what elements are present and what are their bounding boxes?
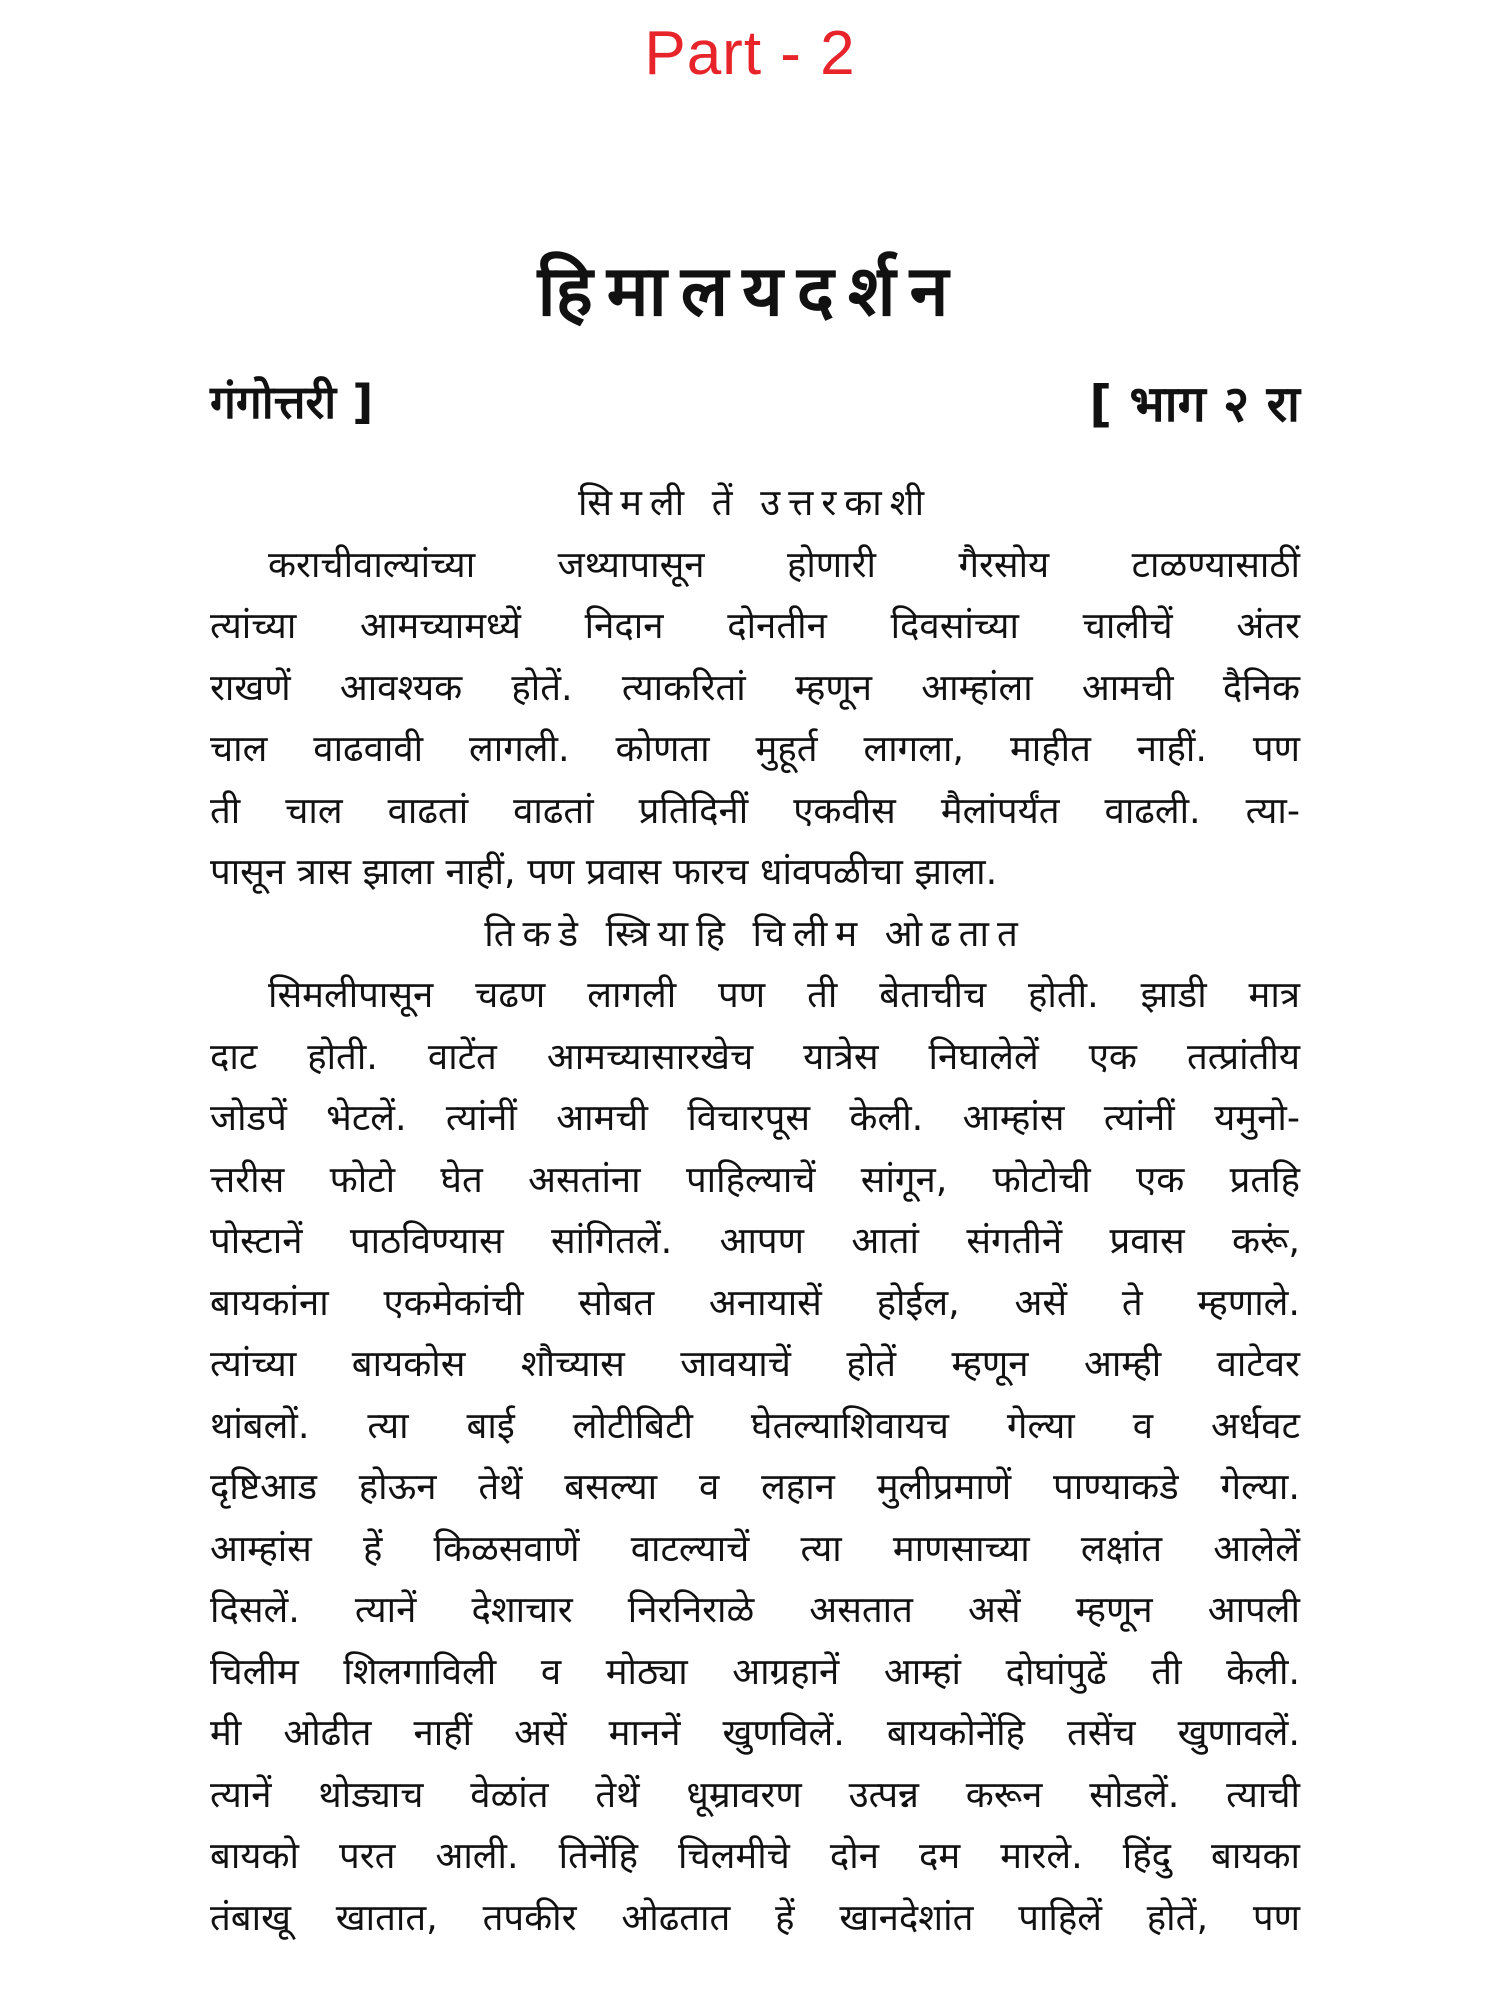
text-line: जोडपें भेटलें. त्यांनीं आमची विचारपूस केली. आम्हांस त्यांनीं यमुनो-: [210, 1096, 1300, 1139]
text-line: ती चाल वाढतां वाढतां प्रतिदिनीं एकवीस मैलांपर्यंत वाढली. त्या-: [210, 788, 1300, 832]
text-line: थांबलों. त्या बाई लोटीबिटी घेतल्याशिवायच गेल्या व अर्धवट: [210, 1403, 1300, 1447]
section-heading: तिकडे स्त्रियाहि चिलीम ओढतात: [484, 911, 1026, 955]
running-head-chapter: गंगोत्तरी ]: [210, 375, 374, 429]
part-label: Part - 2: [644, 19, 856, 88]
text-line: बायकांना एकमेकांची सोबत अनायासें होईल, असें ते म्हणाले.: [210, 1280, 1300, 1324]
text-line: चिलीम शिलगाविली व मोठ्या आग्रहानें आम्हां दोघांपुढें ती केली.: [210, 1649, 1300, 1693]
text-line: दृष्टिआड होऊन तेथें बसल्या व लहान मुलीप्रमाणें पाण्याकडे गेल्या.: [210, 1465, 1300, 1508]
running-head-part: [ भाग २ रा: [1089, 375, 1300, 433]
text-line: त्यानें थोड्याच वेळांत तेथें धूम्रावरण उत्पन्न करून सोडलें. त्याची: [210, 1772, 1300, 1816]
text-line: दिसलें. त्यानें देशाचार निरनिराळे असतात असें म्हणून आपली: [210, 1588, 1300, 1631]
text-line: पासून त्रास झाला नाहीं, पण प्रवास फारच धांवपळीचा झाला.: [210, 850, 998, 893]
text-line: तंबाखू खातात, तपकीर ओढतात हें खानदेशांत पाहिलें होतें, पण: [210, 1895, 1300, 1939]
text-line: आम्हांस हें किळसवाणें वाटल्याचें त्या माणसाच्या लक्षांत आलेलें: [210, 1526, 1300, 1570]
text-line: कराचीवाल्यांच्या जथ्यापासून होणारी गैरसोय टाळण्यासाठीं: [268, 542, 1300, 586]
body-text: [210, 472, 1300, 1948]
text-line: राखणें आवश्यक होतें. त्याकरितां म्हणून आम्हांला आमची दैनिक: [210, 665, 1300, 709]
text-line: मी ओढीत नाहीं असें माननें खुणविलें. बायकोनेंहि तसेंच खुणावलें.: [210, 1711, 1300, 1754]
book-title: हिमालयदर्शन: [537, 250, 963, 332]
text-line: त्यांच्या बायकोस शौच्यास जावयाचें होतें म्हणून आम्ही वाटेवर: [210, 1342, 1300, 1385]
text-line: सिमलीपासून चढण लागली पण ती बेताचीच होती. झाडी मात्र: [268, 973, 1300, 1016]
text-line: त्तरीस फोटो घेत असतांना पाहिल्याचें सांगून, फोटोची एक प्रतहि: [210, 1157, 1300, 1201]
text-line: चाल वाढवावी लागली. कोणता मुहूर्त लागला, माहीत नाहीं. पण: [210, 727, 1300, 770]
text-line: त्यांच्या आमच्यामध्यें निदान दोनतीन दिवसांच्या चालीचें अंतर: [210, 604, 1300, 647]
section-heading: सिमली तें उत्तरकाशी: [577, 481, 933, 524]
text-line: दाट होती. वाटेंत आमच्यासारखेच यात्रेस निघालेलें एक तत्प्रांतीय: [210, 1034, 1300, 1078]
text-line: पोस्टानें पाठविण्यास सांगितलें. आपण आतां संगतीनें प्रवास करूं,: [210, 1219, 1300, 1262]
text-line: बायको परत आली. तिनेंहि चिलमीचे दोन दम मारले. हिंदु बायका: [210, 1834, 1300, 1877]
